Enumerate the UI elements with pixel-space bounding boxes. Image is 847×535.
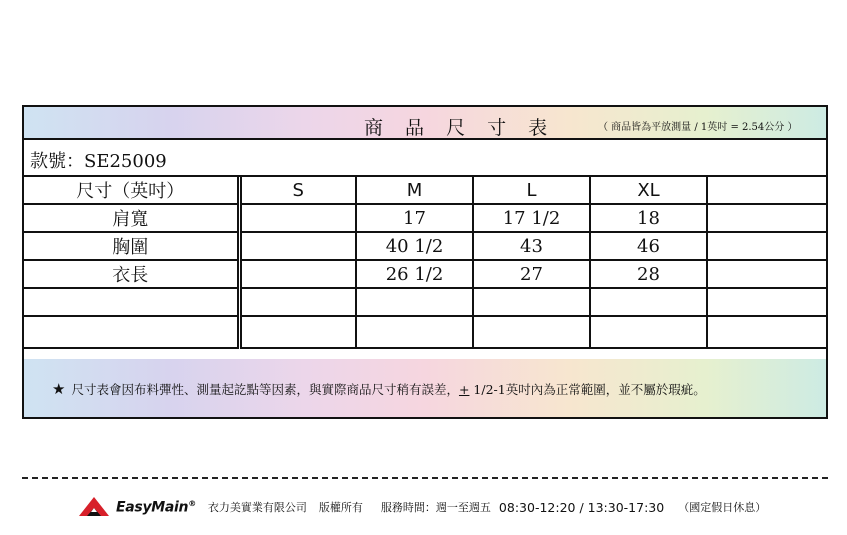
- size-chart-sheet: [22, 105, 828, 419]
- row-label: 衣長: [24, 260, 239, 288]
- brand-logo: [116, 499, 196, 516]
- header-cell-size: XL: [590, 177, 707, 204]
- table-header-row: [24, 177, 826, 204]
- style-number-row: [24, 140, 826, 177]
- table-cell: 26 1/2: [356, 260, 473, 288]
- brand-name: EasyMain: [116, 499, 189, 516]
- disclaimer-text: [52, 380, 706, 398]
- table-row: [24, 288, 826, 316]
- table-cell: 46: [590, 232, 707, 260]
- sheet-title: 商 品 尺 寸 表: [364, 117, 556, 139]
- footer: [78, 494, 766, 520]
- table-row: [24, 204, 826, 232]
- service-hours-label: 服務時間：週一至週五: [380, 501, 491, 514]
- header-cell-size: S: [239, 177, 356, 204]
- table-cell: [707, 316, 826, 348]
- table-cell: 27: [473, 260, 590, 288]
- service-hours: 08:30-12:20 / 13:30-17:30: [498, 499, 665, 515]
- table-cell: [707, 204, 826, 232]
- row-label: 胸圍: [24, 232, 239, 260]
- header-cell-size: L: [473, 177, 590, 204]
- table-cell: 28: [590, 260, 707, 288]
- disclaimer-bar: [24, 359, 826, 417]
- disclaimer-part-2: 1/2-1英吋內為正常範圍，並不屬於瑕疵。: [469, 382, 706, 397]
- style-number: 款號：SE25009: [30, 151, 167, 172]
- title-bar: [24, 107, 826, 140]
- header-cell-size: M: [356, 177, 473, 204]
- table-cell: [239, 288, 356, 316]
- table-cell: 40 1/2: [356, 232, 473, 260]
- header-cell: 尺寸（英吋）: [24, 177, 239, 204]
- star-icon: ★: [52, 380, 66, 398]
- table-cell: 17 1/2: [473, 204, 590, 232]
- table-cell: 43: [473, 232, 590, 260]
- table-cell: [590, 316, 707, 348]
- registered-mark: ®: [188, 498, 196, 508]
- table-cell: [239, 260, 356, 288]
- table-row: [24, 316, 826, 348]
- table-cell: [239, 204, 356, 232]
- table-cell: [707, 260, 826, 288]
- table-cell: 17: [356, 204, 473, 232]
- plus-minus-sign: +: [458, 382, 470, 397]
- measure-note: （ 商品皆為平放測量 / 1英吋 = 2.54公分 ）: [598, 122, 798, 133]
- copyright-text: 版權所有: [318, 501, 363, 514]
- row-label: 肩寬: [24, 204, 239, 232]
- row-label: [24, 316, 239, 348]
- table-cell: 18: [590, 204, 707, 232]
- mountain-logo-icon: [78, 496, 110, 518]
- table-row: [24, 232, 826, 260]
- table-cell: [473, 316, 590, 348]
- disclaimer-part-1: 尺寸表會因布料彈性、測量起訖點等因素，與實際商品尺寸稍有誤差，: [71, 382, 459, 397]
- holiday-note: （國定假日休息）: [678, 501, 767, 514]
- table-cell: [473, 288, 590, 316]
- divider: [22, 477, 828, 479]
- header-cell-size: [707, 177, 826, 204]
- table-row: [24, 260, 826, 288]
- row-label: [24, 288, 239, 316]
- table-cell: [239, 232, 356, 260]
- table-cell: [590, 288, 707, 316]
- table-cell: [239, 316, 356, 348]
- table-cell: [356, 288, 473, 316]
- size-table: [24, 177, 826, 349]
- table-cell: [707, 288, 826, 316]
- table-cell: [356, 316, 473, 348]
- company-name: 衣力美實業有限公司: [207, 501, 307, 514]
- table-cell: [707, 232, 826, 260]
